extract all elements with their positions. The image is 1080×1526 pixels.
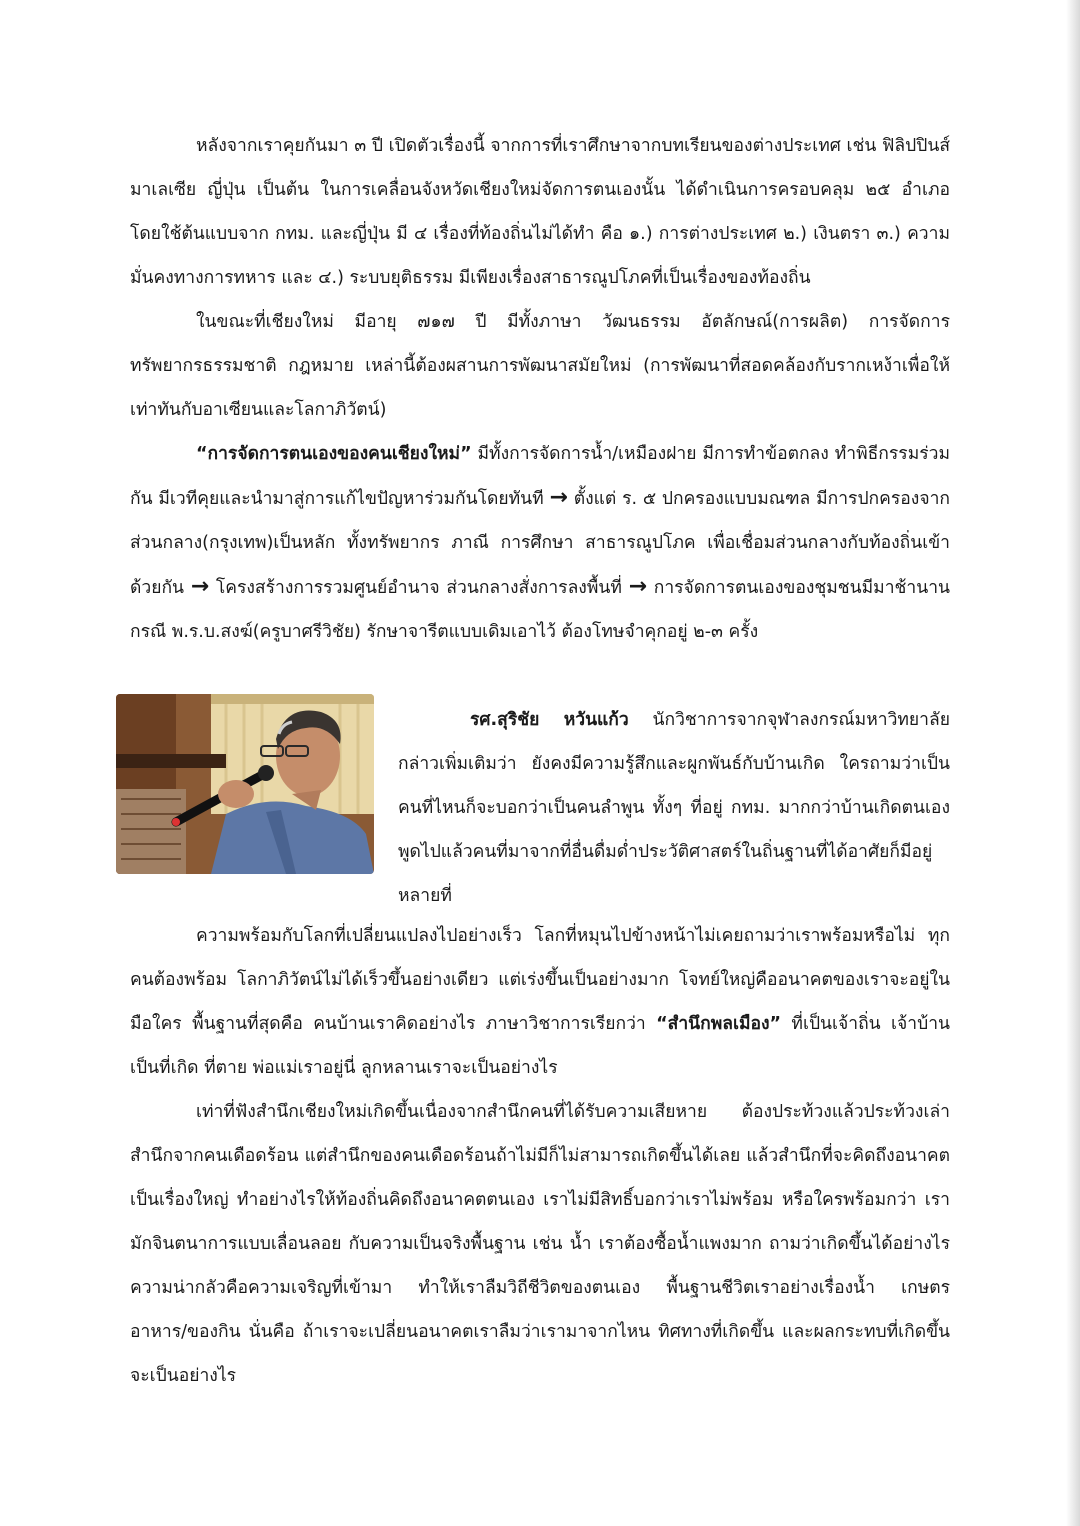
speaker-quote: [398, 698, 950, 918]
paragraph-4: [398, 698, 950, 918]
paragraph-3-heading: “การจัดการตนเองของคนเชียงใหม่”: [196, 444, 472, 464]
page-edge-shadow: [1066, 0, 1080, 1526]
speaker-name: รศ.สุริชัย หวันแก้ว: [470, 710, 629, 730]
paragraph-5-text-1: ความพร้อมกับโลกที่เปลี่ยนแปลงไปอย่างเร็ว โลกที่หมุนไปข้างหน้าไม่เคยถามว่าเราพร้อมหรือไม่ ทุกคนต้องพร้อม โลกาภิวัตน์ไม่ได้เร็วขึ้นอย่างเดียว แต่เร่งขึ้นเป็นอย่างมาก โจทย์ใหญ่คืออนาคตของเราจะอยู่ในมือใคร พื้นฐานที่สุดคือ คนบ้านเราคิดอย่างไร ภาษาวิชาการเรียกว่า: [130, 926, 950, 1034]
right-arrow-icon: →: [190, 574, 210, 599]
document-body: [130, 124, 950, 1398]
paragraph-4-text: นักวิชาการจากจุฬาลงกรณ์มหาวิทยาลัย กล่าวเพิ่มเติมว่า ยังคงมีความรู้สึกและผูกพันธ์กับบ้านเกิด ใครถามว่าเป็นคนที่ไหนก็จะบอกว่าเป็นคนลำพูน ทั้งๆ ที่อยู่ กทม. มากกว่าบ้านเกิดตนเอง พูดไปแล้วคนที่มาจากที่อื่นดื่มด่ำประวัติศาสตร์ในถิ่นฐานที่ได้อาศัยก็มีอยู่หลายที่: [398, 710, 950, 906]
paragraph-1: หลังจากเราคุยกันมา ๓ ปี เปิดตัวเรื่องนี้ จากการที่เราศึกษาจากบทเรียนของต่างประเทศ เช่น ฟิลิปปินส์ มาเลเซีย ญี่ปุ่น เป็นต้น ในการเคลื่อนจังหวัดเชียงใหม่จัดการตนเองนั้น ได้ดำเนินการครอบคลุม ๒๕ อำเภอ โดยใช้ต้นแบบจาก กทม. และญี่ปุ่น มี ๔ เรื่องที่ท้องถิ่นไม่ได้ทำ คือ ๑.) การต่างประเทศ ๒.) เงินตรา ๓.) ความมั่นคงทางการทหาร และ ๔.) ระบบยุติธรรม มีเพียงเรื่องสาธารณูปโภคที่เป็นเรื่องของท้องถิ่น: [130, 136, 950, 288]
paragraph-2: ในขณะที่เชียงใหม่ มีอายุ ๗๑๗ ปี มีทั้งภาษา วัฒนธรรม อัตลักษณ์(การผลิต) การจัดการทรัพยากรธรรมชาติ กฎหมาย เหล่านี้ต้องผสานการพัฒนาสมัยใหม่ (การพัฒนาที่สอดคล้องกับรากเหง้าเพื่อให้เท่าทันกับอาเซียนและโลกาภิวัตน์): [130, 312, 950, 420]
right-arrow-icon: →: [628, 574, 648, 599]
paragraph-3-text-1: มีทั้งการจัดการน้ำ/เหมืองฝาย มีการทำข้อตกลง ทำพิธีกรรมร่วมกัน มีเวทีคุยและนำมาสู่การแก้ไขปัญหาร่วมกันโดยทันที: [130, 444, 950, 509]
right-arrow-icon: →: [549, 485, 568, 510]
paragraph-5-text-2: ที่เป็นเจ้าถิ่น เจ้าบ้านเป็นที่เกิด ที่ตาย พ่อแม่เราอยู่นี่ ลูกหลานเราจะเป็นอย่างไร: [130, 1014, 950, 1078]
speaker-figure: [130, 694, 950, 914]
spacer: [130, 654, 950, 694]
paragraph-3: [130, 432, 950, 654]
paragraph-3-text-2: ตั้งแต่ ร. ๕ ปกครองแบบมณฑล มีการปกครองจากส่วนกลาง(กรุงเทพ)เป็นหลัก ทั้งทรัพยากร ภาณี การศึกษา สาธารณูปโภค เพื่อเชื่อมส่วนกลางกับท้องถิ่นเข้าด้วยกัน: [130, 489, 950, 598]
paragraph-5: [130, 914, 950, 1090]
speaker-photo: [116, 694, 374, 874]
paragraph-6: เท่าที่ฟังสำนึกเชียงใหม่เกิดขึ้นเนื่องจากสำนึกคนที่ได้รับความเสียหาย ต้องประท้วงแล้วประท้วงเล่า สำนึกจากคนเดือดร้อน แต่สำนึกของคนเดือดร้อนถ้าไม่มีก็ไม่สามารถเกิดขึ้นได้เลย แล้วสำนึกที่จะคิดถึงอนาคตเป็นเรื่องใหญ่ ทำอย่างไรให้ท้องถิ่นคิดถึงอนาคตตนเอง เราไม่มีสิทธิ์บอกว่าเราไม่พร้อม หรือใครพร้อมกว่า เรามักจินตนาการแบบเลื่อนลอย กับความเป็นจริงพื้นฐาน เช่น น้ำ เราต้องซื้อน้ำแพงมาก ถามว่าเกิดขึ้นได้อย่างไร ความน่ากลัวคือความเจริญที่เข้ามา ทำให้เราลืมวิถีชีวิตของตนเอง พื้นฐานชีวิตเราอย่างเรื่องน้ำ เกษตร อาหาร/ของกิน นั่นคือ ถ้าเราจะเปลี่ยนอนาคตเราลืมว่าเรามาจากไหน ทิศทางที่เกิดขึ้น และผลกระทบที่เกิดขึ้นจะเป็นอย่างไร: [130, 1102, 950, 1386]
paragraph-3-text-4: การจัดการตนเองของชุมชนมีมาช้านาน กรณี พ.ร.บ.สงฆ์(ครูบาศรีวิชัย) รักษาจารีตแบบเดิมเอาไว้ ต้องโทษจำคุกอยู่ ๒-๓ ครั้ง: [130, 578, 950, 642]
paragraph-3-text-3: โครงสร้างการรวมศูนย์อำนาจ ส่วนกลางสั่งการลงพื้นที่: [209, 578, 629, 598]
paragraph-5-bold: “สำนึกพลเมือง”: [656, 1014, 782, 1034]
